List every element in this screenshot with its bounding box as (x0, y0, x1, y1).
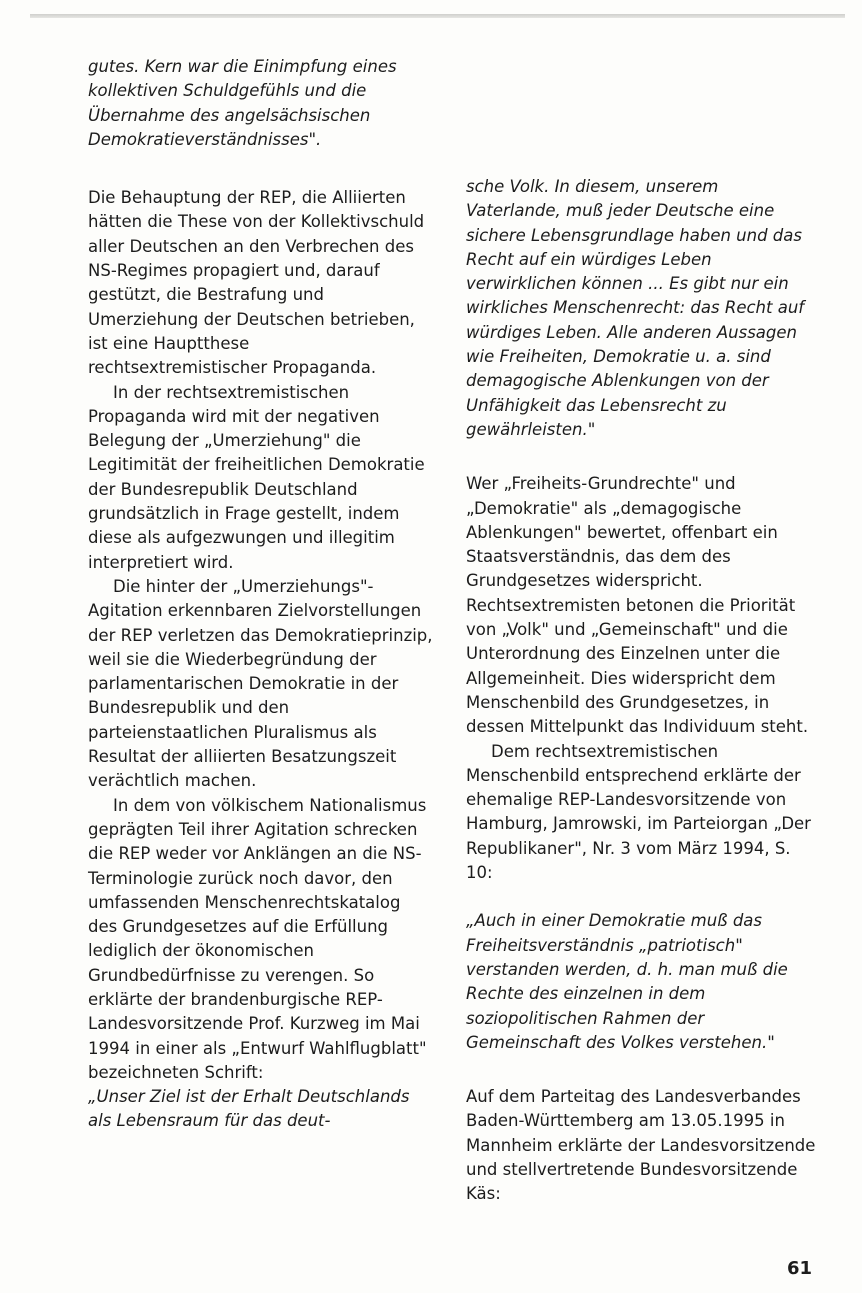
paragraph-6: Dem rechtsextremistischen Menschenbild entsprechend erklärte der ehemalige REP-Landesvorsitzende von Hamburg, Jamrowski, im Parteiorgan „Der Republikaner", Nr. 3 vom März 1994, S. 10: (466, 741, 811, 883)
quote-top-right: sche Volk. In diesem, unserem Vaterlande, muß jeder Deutsche eine sichere Lebensgrundlage haben und das Recht auf ein würdiges Leben verwirklichen können ... Es gibt nur ein wirkliches Menschenrecht: das Recht auf würdiges Leben. Alle anderen Aussagen wie Freiheiten, Demokratie u. a. sind demagogische Ablenkungen von der Unfähigkeit das Lebensrecht zu gewährleisten." (466, 177, 805, 439)
right-column (466, 175, 816, 1207)
top-rule (30, 14, 845, 18)
paragraph-3: Die hinter der „Umerziehungs"-Agitation erkennbaren Zielvorstellungen der REP verletzen das Demokratieprinzip, weil sie die Wiederbegründung der parlamentarischen Demokratie in der Bundesrepublik und den parteienstaatlichen Pluralismus als Resultat der alliierten Besatzungszeit verächtlich machen. (88, 576, 433, 791)
quote-bottom-left: „Unser Ziel ist der Erhalt Deutschlands als Lebensraum für das deut- (88, 1087, 410, 1131)
paragraph-7: Auf dem Parteitag des Landesverbandes Baden-Württemberg am 13.05.1995 in Mannheim erklärte der Landesvorsitzende und stellvertretende Bundesvorsitzende Käs: (466, 1087, 816, 1204)
quote-mid-right: „Auch in einer Demokratie muß das Freiheitsverständnis „patriotisch" verstanden werden, d. h. man muß die Rechte des einzelnen in dem soziopolitischen Rahmen der Gemeinschaft des Volkes verstehen." (466, 911, 788, 1052)
left-column (88, 55, 433, 1134)
page-number: 61 (787, 1258, 813, 1279)
paragraph-2: In der rechtsextremistischen Propaganda wird mit der negativen Belegung der „Umerziehung" die Legitimität der freiheitlichen Demokratie der Bundesrepublik Deutschland grundsätzlich in Frage gestellt, indem diese als aufgezwungen und illegitim interpretiert wird. (88, 382, 425, 572)
paragraph-5: Wer „Freiheits-Grundrechte" und „Demokratie" als „demagogische Ablenkungen" bewertet, offenbart ein Staatsverständnis, das dem des Grundgesetzes widerspricht. Rechtsextremisten betonen die Priorität von „Volk" und „Gemeinschaft" und die Unterordnung des Einzelnen unter die Allgemeinheit. Dies widerspricht dem Menschenbild des Grundgesetzes, in dessen Mittelpunkt das Individuum steht. (466, 474, 809, 737)
quote-top-left: gutes. Kern war die Einimpfung eines kollektiven Schuldgefühls und die Übernahme des angelsächsischen Demokratieverständnisses". (88, 57, 397, 149)
paragraph-4: In dem von völkischem Nationalismus geprägten Teil ihrer Agitation schrecken die REP weder vor Anklängen an die NS-Terminologie zurück noch davor, den umfassenden Menschenrechtskatalog des Grundgesetzes auf die Erfüllung lediglich der ökonomischen Grundbedürfnisse zu verengen. So erklärte der brandenburgische REP-Landesvorsitzende Prof. Kurzweg im Mai 1994 in einer als „Entwurf Wahlflugblatt" bezeichneten Schrift: (88, 795, 427, 1082)
paragraph-1: Die Behauptung der REP, die Alliierten hätten die These von der Kollektivschuld aller Deutschen an den Verbrechen des NS-Regimes propagiert und, darauf gestützt, die Bestrafung und Umerziehung der Deutschen betrieben, ist eine Hauptthese rechtsextremistischer Propaganda. (88, 188, 425, 378)
